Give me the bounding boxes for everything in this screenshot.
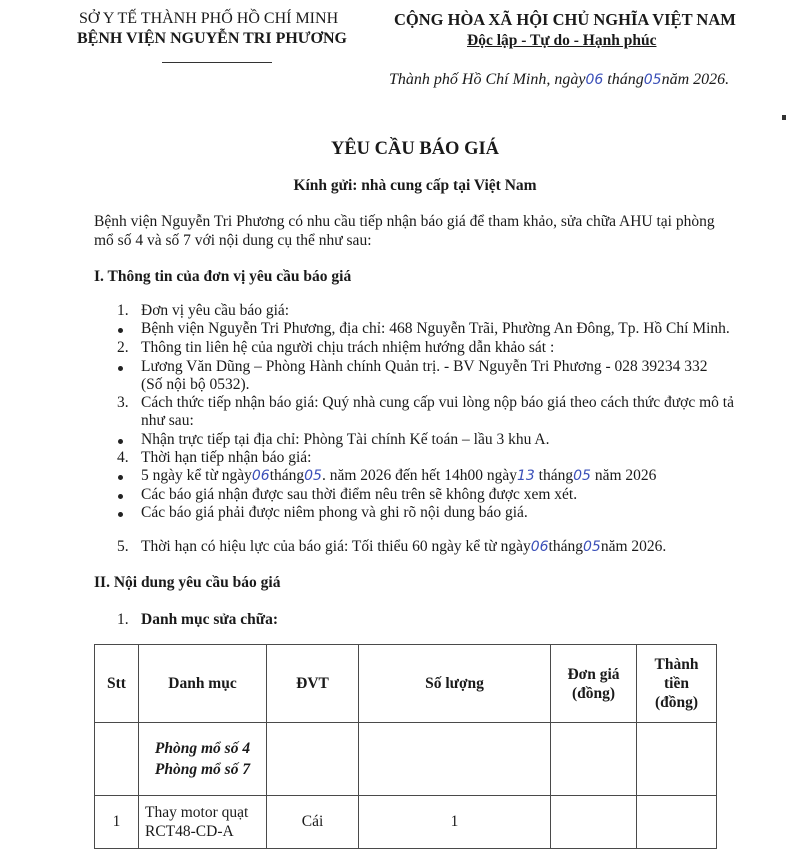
col-header-unit: ĐVT xyxy=(267,645,359,723)
item-3-bullet: Nhận trực tiếp tại địa chỉ: Phòng Tài chính Kế toán – lầu 3 khu A. xyxy=(141,431,550,448)
hospital-name: BỆNH VIỆN NGUYỄN TRI PHƯƠNG xyxy=(77,30,347,47)
header-left-divider xyxy=(162,62,272,63)
intro-line-1: Bệnh viện Nguyễn Tri Phương có nhu cầu tiếp nhận báo giá để tham khảo, sửa chữa AHU tại phòng xyxy=(94,213,715,230)
bullet-icon xyxy=(118,475,123,480)
item-3-number: 3. xyxy=(117,394,129,411)
table-row xyxy=(95,796,717,849)
row-unit-price xyxy=(551,796,637,849)
validity-text-3: năm 2026. xyxy=(600,538,667,555)
intro-line-2: mổ số 4 và số 7 với nội dung cụ thể như sau: xyxy=(94,232,372,249)
row-item-line-1: Thay motor quạt xyxy=(145,804,249,821)
item-3-line-2: như sau: xyxy=(141,412,194,429)
deadline-text-2: tháng xyxy=(269,467,305,484)
item-4-bullet-2: Các báo giá nhận được sau thời điểm nêu trên sẽ không được xem xét. xyxy=(141,486,578,503)
date-prefix: Thành phố Hồ Chí Minh, ngày xyxy=(389,71,586,88)
repair-items-table xyxy=(94,644,717,849)
group-total-cell xyxy=(637,723,717,796)
item-2-bullet-line-1: Lương Văn Dũng – Phòng Hành chính Quản trị. - BV Nguyễn Tri Phương - 028 39234 332 xyxy=(141,358,708,375)
item-2-text: Thông tin liên hệ của người chịu trách nhiệm hướng dẫn khảo sát : xyxy=(141,339,555,356)
department-name: SỞ Y TẾ THÀNH PHỐ HỒ CHÍ MINH xyxy=(79,10,339,27)
validity-text-2: tháng xyxy=(548,538,583,555)
row-item-line-2: RCT48-CD-A xyxy=(145,823,234,840)
item-4-text: Thời hạn tiếp nhận báo giá: xyxy=(141,449,312,466)
deadline-text-3: . năm 2026 đến hết 14h00 ngày xyxy=(321,467,517,484)
row-total xyxy=(637,796,717,849)
issue-date xyxy=(389,71,729,89)
item-1-number: 1. xyxy=(117,302,129,319)
validity-day-handwritten: 06 xyxy=(530,539,549,555)
deadline-text-5: năm 2026 xyxy=(590,467,657,484)
deadline-day-to-handwritten: 13 xyxy=(516,468,535,484)
national-motto: Độc lập - Tự do - Hạnh phúc xyxy=(467,32,657,49)
group-unit-cell xyxy=(267,723,359,796)
section-2-heading: II. Nội dung yêu cầu báo giá xyxy=(94,574,281,591)
group-label-cell xyxy=(139,723,267,796)
item-4-bullet-3: Các báo giá phải được niêm phong và ghi rõ nội dung báo giá. xyxy=(141,504,528,521)
section-2-sub-number: 1. xyxy=(117,611,129,628)
scan-speck xyxy=(782,115,786,120)
col-header-qty: Số lượng xyxy=(359,645,551,723)
row-stt: 1 xyxy=(95,796,139,849)
item-4-number: 4. xyxy=(117,449,129,466)
bullet-icon xyxy=(118,366,123,371)
item-2-bullet-line-2: (Số nội bộ 0532). xyxy=(141,376,250,393)
item-1-text: Đơn vị yêu cầu báo giá: xyxy=(141,302,290,319)
date-month-handwritten: 05 xyxy=(643,72,662,88)
deadline-month-from-handwritten: 05 xyxy=(304,468,322,484)
item-4-bullet-deadline xyxy=(141,467,656,485)
validity-text-1: Thời hạn có hiệu lực của báo giá: Tối thiểu 60 ngày kể từ ngày xyxy=(141,538,531,555)
item-5-number: 5. xyxy=(117,538,129,555)
row-qty: 1 xyxy=(359,796,551,849)
group-qty-cell xyxy=(359,723,551,796)
section-2-sub-heading: Danh mục sửa chữa: xyxy=(141,611,279,628)
row-item xyxy=(139,796,267,849)
date-month-label: tháng xyxy=(603,71,644,88)
bullet-icon xyxy=(118,439,123,444)
item-2-number: 2. xyxy=(117,339,129,356)
col-header-item: Danh mục xyxy=(139,645,267,723)
row-unit: Cái xyxy=(267,796,359,849)
table-header-row xyxy=(95,645,717,723)
item-1-bullet: Bệnh viện Nguyễn Tri Phương, địa chỉ: 468 Nguyễn Trãi, Phường An Đông, Tp. Hồ Chí Minh. xyxy=(141,320,730,337)
validity-month-handwritten: 05 xyxy=(582,539,601,555)
bullet-icon xyxy=(118,494,123,499)
deadline-month-to-handwritten: 05 xyxy=(573,468,591,484)
salutation: Kính gửi: nhà cung cấp tại Việt Nam xyxy=(293,177,537,194)
national-title: CỘNG HÒA XÃ HỘI CHỦ NGHĨA VIỆT NAM xyxy=(394,10,736,29)
item-3-line-1: Cách thức tiếp nhận báo giá: Quý nhà cung cấp vui lòng nộp báo giá theo cách thức được mô tả xyxy=(141,394,734,411)
col-header-total: Thành tiền (đồng) xyxy=(637,645,717,723)
document-title: YÊU CẦU BÁO GIÁ xyxy=(330,139,500,159)
group-stt-cell xyxy=(95,723,139,796)
col-header-stt: Stt xyxy=(95,645,139,723)
group-label-line-2: Phòng mổ số 7 xyxy=(154,761,251,778)
deadline-day-from-handwritten: 06 xyxy=(251,468,270,484)
group-label-line-1: Phòng mổ số 4 xyxy=(154,740,251,757)
date-day-handwritten: 06 xyxy=(585,72,604,88)
bullet-icon xyxy=(118,512,123,517)
table-group-row xyxy=(95,723,717,796)
date-suffix: năm 2026. xyxy=(661,71,730,88)
col-header-unit-price: Đơn giá (đồng) xyxy=(551,645,637,723)
section-1-heading: I. Thông tin của đơn vị yêu cầu báo giá xyxy=(94,268,352,285)
item-5-text xyxy=(141,538,666,556)
deadline-text-1: 5 ngày kể từ ngày xyxy=(141,467,252,484)
group-price-cell xyxy=(551,723,637,796)
bullet-icon xyxy=(118,328,123,333)
deadline-text-4: tháng xyxy=(534,467,574,484)
